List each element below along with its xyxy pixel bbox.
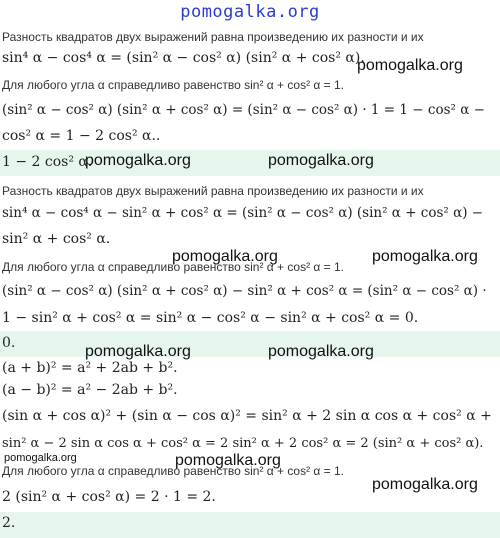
watermark: pomogalka.org <box>372 248 478 265</box>
answer-band-3 <box>0 512 500 538</box>
formula-line: sin² α − 2 sin α cos α + cos² α = 2 sin² α + 2 cos² α = 2 (sin² α + cos² α). <box>2 436 484 451</box>
watermark: pomogalka.org <box>175 452 281 469</box>
answer-1: 1 − 2 cos² α. <box>2 154 93 170</box>
formula-line: sin² α + cos² α. <box>2 231 111 247</box>
watermark: pomogalka.org <box>268 343 374 360</box>
watermark: pomogalka.org <box>172 248 278 265</box>
formula-line: sin⁴ α − cos⁴ α − sin² α + cos² α = (sin² α − cos² α) (sin² α + cos² α) − <box>2 205 484 221</box>
formula-line: (a + b)² = a² + 2ab + b². <box>2 360 178 376</box>
watermark: pomogalka.org <box>4 452 77 464</box>
site-title: pomogalka.org <box>180 2 320 22</box>
formula-line: (sin² α − cos² α) (sin² α + cos² α) − sin² α + cos² α = (sin² α − cos² α) · <box>2 283 487 299</box>
watermark: pomogalka.org <box>85 343 191 360</box>
formula-line: 2 (sin² α + cos² α) = 2 · 1 = 2. <box>2 489 216 505</box>
watermark: pomogalka.org <box>268 152 374 169</box>
watermark: pomogalka.org <box>85 152 191 169</box>
formula-line: sin⁴ α − cos⁴ α = (sin² α − cos² α) (sin² α + cos² α). <box>2 50 365 66</box>
formula-line: 1 − sin² α + cos² α = sin² α − cos² α − sin² α + cos² α = 0. <box>2 310 419 326</box>
watermark: pomogalka.org <box>357 57 463 74</box>
formula-line: cos² α = 1 − 2 cos² α.. <box>2 128 161 144</box>
watermark: pomogalka.org <box>372 476 478 493</box>
text-line: Для любого угла α справедливо равенство sin² α + cos² α = 1. <box>2 464 345 478</box>
text-line: Разность квадратов двух выражений равна произведению их разности и их <box>2 184 424 198</box>
text-line: Для любого угла α справедливо равенство sin² α + cos² α = 1. <box>2 260 345 274</box>
answer-2: 0. <box>2 335 16 351</box>
formula-line: (sin² α − cos² α) (sin² α + cos² α) = (sin² α − cos² α) · 1 = 1 − cos² α − <box>2 102 485 118</box>
text-line: Для любого угла α справедливо равенство sin² α + cos² α = 1. <box>2 78 345 92</box>
answer-3: 2. <box>2 515 16 531</box>
text-line: Разность квадратов двух выражений равна произведению их разности и их <box>2 30 424 44</box>
formula-line: (a − b)² = a² − 2ab + b². <box>2 382 178 398</box>
answer-band-2 <box>0 331 500 357</box>
formula-line: (sin α + cos α)² + (sin α − cos α)² = sin² α + 2 sin α cos α + cos² α + <box>2 408 492 424</box>
site-header <box>0 0 500 24</box>
